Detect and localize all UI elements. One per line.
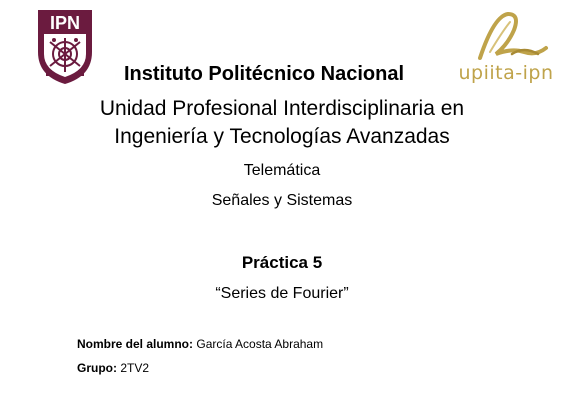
student-name-row <box>77 337 323 351</box>
institution-name: Instituto Politécnico Nacional <box>124 63 405 85</box>
subject-name: Señales y Sistemas <box>211 192 353 209</box>
group-row <box>77 361 149 375</box>
group-label: Grupo: <box>77 361 117 375</box>
upiita-logo <box>450 8 562 88</box>
ipn-logo <box>34 6 96 86</box>
unit-name-line2: Ingeniería y Tecnologías Avanzadas <box>114 125 450 148</box>
unit-name-line1: Unidad Profesional Interdisciplinaria en <box>99 97 465 120</box>
practice-name: “Series de Fourier” <box>215 285 349 302</box>
group-value: 2TV2 <box>120 361 150 375</box>
ipn-logo-text: IPN <box>49 13 81 33</box>
student-name-value: García Acosta Abraham <box>196 337 324 351</box>
upiita-logo-text: upiita-ipn <box>458 62 554 84</box>
career-name: Telemática <box>243 162 321 179</box>
ipn-emblem-icon <box>34 6 96 86</box>
student-name-label: Nombre del alumno: <box>77 337 194 351</box>
upiita-emblem-icon <box>450 8 562 64</box>
practice-title: Práctica 5 <box>241 253 323 272</box>
